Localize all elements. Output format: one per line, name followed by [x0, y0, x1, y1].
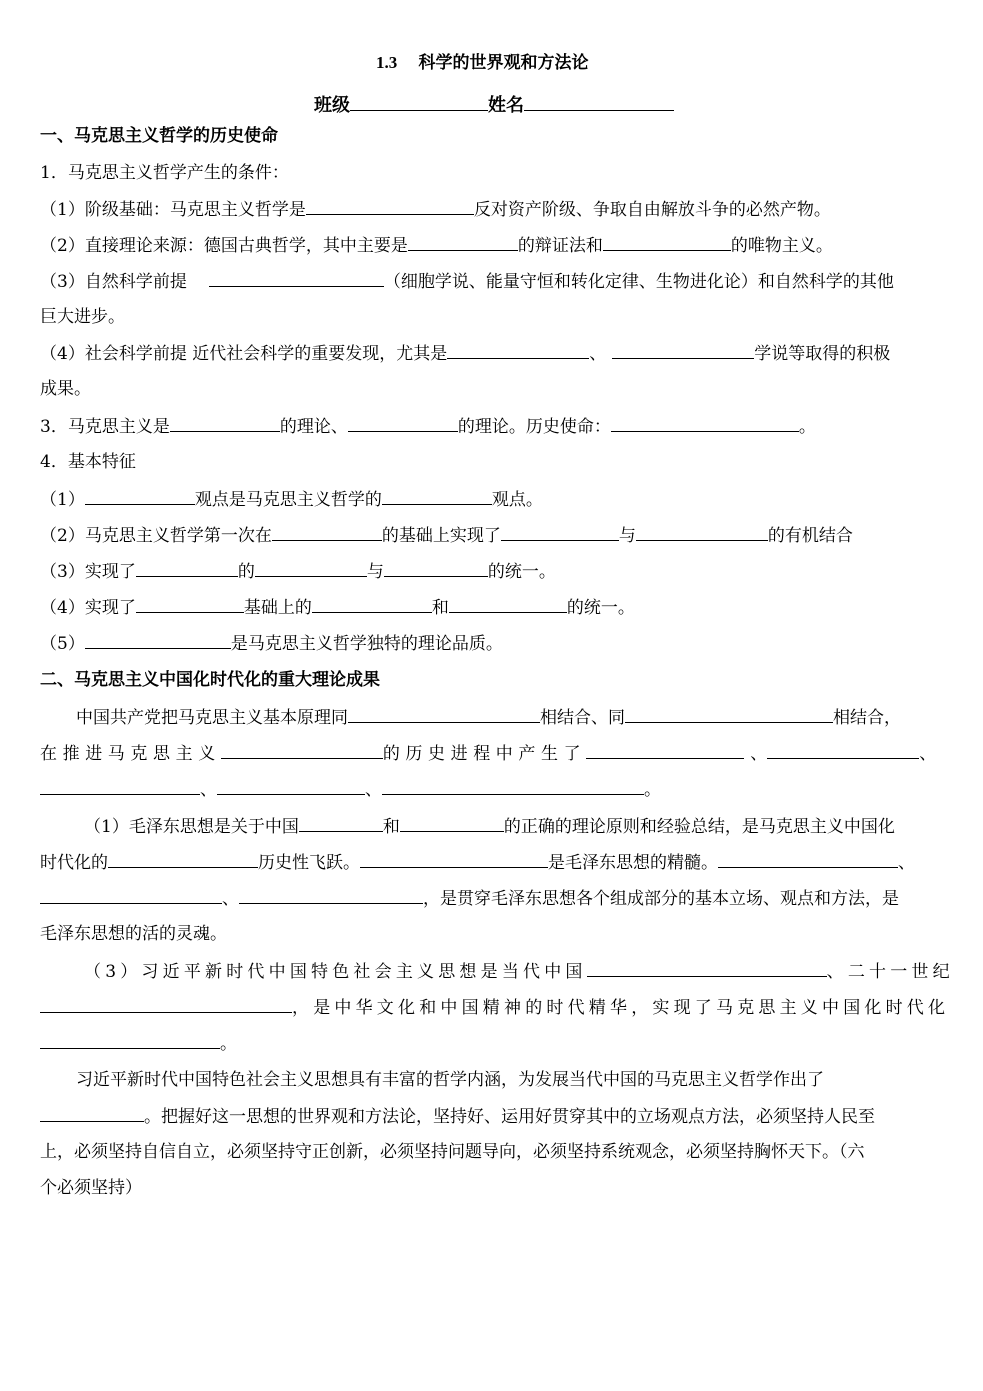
- text: 、: [750, 744, 768, 764]
- q1-item-2: [40, 234, 833, 257]
- text: （3）实现了: [40, 562, 136, 582]
- blank[interactable]: [612, 342, 754, 359]
- q1-item-4-cont: 成果。: [40, 379, 91, 399]
- blank[interactable]: [221, 742, 383, 759]
- blank[interactable]: [255, 560, 367, 577]
- xi-line1: [84, 960, 954, 983]
- text: 3．马克思主义是: [40, 417, 170, 437]
- blank[interactable]: [348, 706, 540, 723]
- blank[interactable]: [382, 778, 644, 795]
- name-label: 姓名: [488, 95, 524, 116]
- blank[interactable]: [299, 815, 383, 832]
- question-4: 4．基本特征: [40, 452, 136, 472]
- blank[interactable]: [718, 851, 898, 868]
- text: 的有机结合: [767, 526, 853, 546]
- blank[interactable]: [170, 415, 280, 432]
- q4-item-4: [40, 596, 635, 619]
- blank[interactable]: [767, 742, 919, 759]
- text: 、: [222, 889, 239, 909]
- class-blank[interactable]: [350, 94, 488, 111]
- text: 是毛泽东思想的精髓。: [548, 853, 718, 873]
- blank[interactable]: [40, 887, 222, 904]
- text: 和: [382, 817, 400, 837]
- section1-heading: 一、马克思主义哲学的历史使命: [40, 126, 278, 146]
- text: 基础上的: [243, 598, 312, 618]
- blank[interactable]: [239, 887, 423, 904]
- text: 。把握好这一思想的世界观和方法论，坚持好、运用好贯穿其中的立场观点方法，必须坚持人民至: [144, 1107, 875, 1127]
- blank[interactable]: [501, 524, 619, 541]
- text: 时代化的: [40, 853, 108, 873]
- text: 、: [200, 780, 217, 800]
- text: 与: [366, 562, 384, 582]
- q1-item-1: [40, 198, 831, 221]
- text: 与: [618, 526, 636, 546]
- text: 的历史进程中产生了: [382, 744, 587, 764]
- q4-item-5: [40, 632, 503, 655]
- mao-line4: 毛泽东思想的活的灵魂。: [40, 924, 227, 944]
- blank[interactable]: [587, 960, 827, 977]
- text: 、: [589, 344, 607, 364]
- blank[interactable]: [449, 596, 567, 613]
- text: （1）: [40, 490, 85, 510]
- text: 观点是马克思主义哲学的: [194, 490, 382, 510]
- q4-item-1: [40, 488, 543, 511]
- xi-line2: [40, 996, 949, 1019]
- text: 、: [365, 780, 382, 800]
- text: 观点。: [491, 490, 543, 510]
- blank[interactable]: [636, 524, 768, 541]
- mao-line1: [84, 815, 895, 838]
- text: 、: [898, 853, 915, 873]
- text: （3）自然科学前提: [40, 272, 187, 292]
- text: 、二十一世纪: [826, 962, 954, 982]
- text: 的统一。: [487, 562, 556, 582]
- q1-item-3-cont: 巨大进步。: [40, 307, 125, 327]
- blank[interactable]: [360, 851, 548, 868]
- blank[interactable]: [217, 778, 365, 795]
- text: 相结合，: [833, 708, 901, 728]
- q1-item-3: [40, 270, 894, 293]
- para2-line4: 个必须坚持）: [40, 1178, 142, 1198]
- text: 。: [220, 1034, 237, 1054]
- blank[interactable]: [384, 560, 488, 577]
- text: 的理论。历史使命：: [457, 417, 611, 437]
- text: 、: [919, 744, 937, 764]
- mao-line3: [40, 887, 899, 910]
- text: 和: [431, 598, 449, 618]
- text: 是马克思主义哲学独特的理论品质。: [230, 634, 503, 654]
- text: 的统一。: [566, 598, 635, 618]
- text: ，是中华文化和中国精神的时代精华，实现了马克思主义中国化时代化: [292, 998, 950, 1018]
- blank[interactable]: [85, 488, 195, 505]
- q4-item-3: [40, 560, 556, 583]
- text: 学说等取得的积极: [754, 344, 891, 364]
- text: 的: [237, 562, 255, 582]
- name-blank[interactable]: [524, 94, 674, 111]
- text: （细胞学说、能量守恒和转化定律、生物进化论）和自然科学的其他: [383, 272, 894, 292]
- blank[interactable]: [209, 270, 384, 287]
- blank[interactable]: [400, 815, 504, 832]
- para2-line3: 上，必须坚持自信自立，必须坚持守正创新，必须坚持问题导向，必须坚持系统观念，必须坚持胸怀天下。（六: [40, 1142, 865, 1162]
- text: ，是贯穿毛泽东思想各个组成部分的基本立场、观点和方法，是: [423, 889, 899, 909]
- blank[interactable]: [611, 415, 799, 432]
- class-name-row: [314, 94, 674, 117]
- text: （1）阶级基础：马克思主义哲学是: [40, 200, 306, 220]
- text: 在推进马克思主义: [40, 744, 221, 764]
- question-3: [40, 415, 816, 438]
- blank[interactable]: [603, 234, 731, 251]
- blank[interactable]: [447, 342, 589, 359]
- blank[interactable]: [625, 706, 833, 723]
- text: （4）实现了: [40, 598, 136, 618]
- blank[interactable]: [40, 1105, 144, 1122]
- page-title: 1.3 科学的世界观和方法论: [376, 53, 589, 72]
- blank[interactable]: [136, 560, 238, 577]
- blank[interactable]: [108, 851, 258, 868]
- text: （2）直接理论来源：德国古典哲学，其中主要是: [40, 236, 408, 256]
- mao-line2: [40, 851, 915, 874]
- text: 的正确的理论原则和经验总结，是马克思主义中国化: [503, 817, 895, 837]
- blank[interactable]: [85, 632, 231, 649]
- blank[interactable]: [40, 996, 292, 1013]
- text: 。: [798, 417, 816, 437]
- blank[interactable]: [382, 488, 492, 505]
- text: 反对资产阶级、争取自由解放斗争的必然产物。: [473, 200, 831, 220]
- q4-item-2: [40, 524, 853, 547]
- section2-heading: 二、马克思主义中国化时代化的重大理论成果: [40, 670, 380, 690]
- blank[interactable]: [586, 742, 744, 759]
- text: 的唯物主义。: [730, 236, 833, 256]
- blank[interactable]: [348, 415, 458, 432]
- blank[interactable]: [272, 524, 382, 541]
- blank[interactable]: [306, 198, 474, 215]
- text: （2）马克思主义哲学第一次在: [40, 526, 272, 546]
- section2-para1-line3: [40, 778, 661, 801]
- para2-line2: [40, 1105, 875, 1128]
- text: 。: [644, 780, 661, 800]
- text: 的理论、: [279, 417, 348, 437]
- blank[interactable]: [408, 234, 518, 251]
- blank[interactable]: [40, 778, 200, 795]
- text: （1）毛泽东思想是关于中国: [84, 817, 299, 837]
- text: 中国共产党把马克思主义基本原理同: [76, 708, 348, 728]
- section2-para1-line1: [76, 706, 901, 729]
- text: 历史性飞跃。: [258, 853, 360, 873]
- section2-para1-line2: [40, 742, 936, 765]
- xi-line3: [40, 1032, 237, 1055]
- text: 的辩证法和: [517, 236, 603, 256]
- blank[interactable]: [136, 596, 244, 613]
- question-1: 1．马克思主义哲学产生的条件：: [40, 163, 289, 183]
- para2-line1: 习近平新时代中国特色社会主义思想具有丰富的哲学内涵，为发展当代中国的马克思主义哲学作出了: [76, 1070, 824, 1090]
- blank[interactable]: [312, 596, 432, 613]
- text: （4）社会科学前提 近代社会科学的重要发现，尤其是: [40, 344, 448, 364]
- text: 相结合、同: [540, 708, 625, 728]
- text: （3）习近平新时代中国特色社会主义思想是当代中国: [84, 962, 587, 982]
- class-label: 班级: [314, 95, 350, 116]
- q1-item-4: [40, 342, 890, 365]
- blank[interactable]: [40, 1032, 220, 1049]
- text: （5）: [40, 634, 85, 654]
- text: 的基础上实现了: [381, 526, 501, 546]
